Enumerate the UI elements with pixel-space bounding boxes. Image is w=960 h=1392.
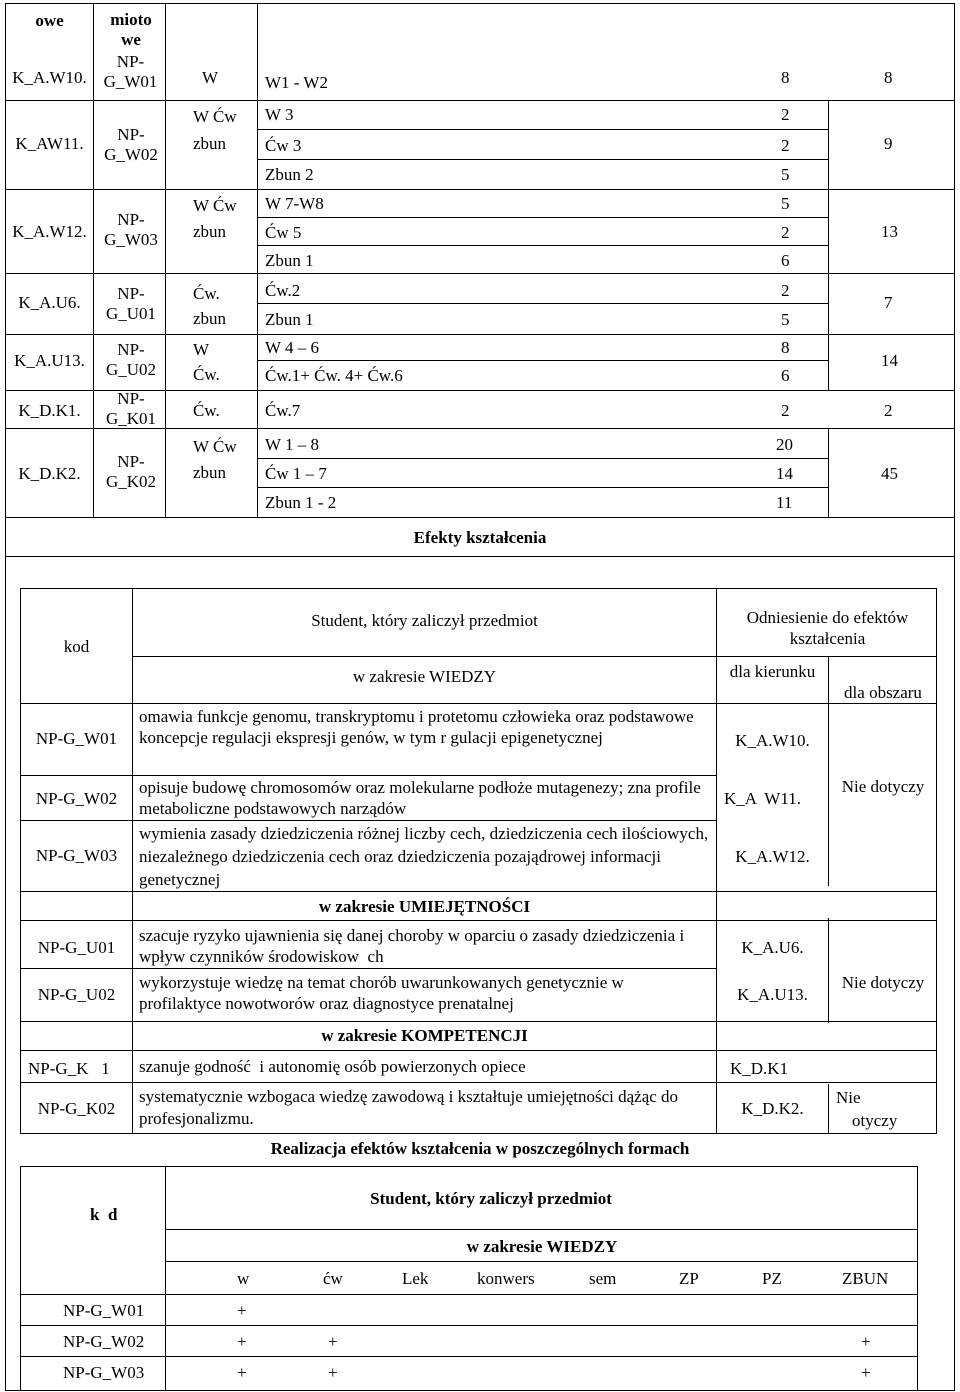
top-total: 45 — [881, 464, 898, 483]
top-np: NP-G_W01 — [103, 52, 158, 91]
bottom-mark-w: + — [237, 1363, 247, 1382]
effect-obszar-b: otyczy — [852, 1111, 898, 1130]
top-np: NP-G_U02 — [105, 340, 157, 379]
top-label: Zbun 1 — [265, 310, 314, 329]
top-total: 7 — [884, 293, 893, 312]
header-mioto: mioto we — [110, 10, 152, 49]
effect-code: NP-G_W02 — [35, 789, 118, 808]
effects-dla-obszaru: dla obszaru — [844, 683, 922, 702]
effects-dla-kierunku: dla kierunku — [729, 662, 816, 681]
top-forms: Ćw. zbun — [193, 284, 227, 328]
effect-code: NP-G_K 1 — [28, 1059, 110, 1078]
effect-text: szanuje godność i autonomię osób powierzonych opiece — [139, 1057, 526, 1076]
top-hours: 5 — [781, 310, 790, 329]
effect-text: wykorzystuje wiedzę na temat chorób uwarunkowanych genetycznie w profilaktyce nowotworów oraz diagnostyce prenatalnej — [139, 973, 624, 1013]
top-code: K_A.W10. — [12, 68, 87, 87]
top-label: Zbun 2 — [265, 165, 314, 184]
top-code: K_D.K2. — [18, 464, 81, 483]
bottom-mark-cw: + — [328, 1332, 338, 1351]
effect-code: NP-G_U01 — [37, 938, 116, 957]
top-hours: 2 — [781, 281, 790, 300]
top-np: NP-G_K02 — [105, 452, 157, 491]
bottom-mark-cw: + — [328, 1363, 338, 1382]
section-title: w zakresie UMIEJĘTNOŚCI — [318, 897, 531, 916]
effects-ref-header: Odniesienie do efektów kształcenia — [746, 608, 909, 648]
col-header: ZBUN — [842, 1269, 889, 1288]
top-code: K_AW11. — [15, 134, 84, 153]
top-hours: 2 — [781, 223, 790, 242]
top-forms: W Ćw zbun — [193, 437, 237, 482]
top-hours: 2 — [781, 136, 790, 155]
top-label: Ćw.1+ Ćw. 4+ Ćw.6 — [265, 366, 403, 385]
bottom-mark-zbun: + — [861, 1363, 871, 1382]
top-label: Zbun 1 - 2 — [265, 493, 337, 512]
top-label: W1 - W2 — [265, 73, 328, 92]
col-header: ZP — [679, 1269, 699, 1288]
top-label: Ćw 3 — [265, 136, 302, 155]
top-hours: 6 — [781, 251, 790, 270]
effects-title: Efekty kształcenia — [413, 528, 547, 547]
top-total: 8 — [884, 68, 893, 87]
top-label: W 7-W8 — [265, 194, 324, 213]
top-hours: 6 — [781, 366, 790, 385]
top-code: K_A.W12. — [12, 222, 87, 241]
top-code: K_A.U6. — [18, 293, 81, 312]
bottom-code: NP-G_W01 — [63, 1301, 145, 1320]
col-header: ćw — [323, 1269, 343, 1288]
section-title: w zakresie WIEDZY — [352, 667, 497, 686]
effect-code: NP-G_W01 — [35, 729, 118, 748]
top-hours: 14 — [776, 464, 793, 483]
top-np: NP-G_W02 — [104, 125, 158, 164]
col-header: Lek — [402, 1269, 429, 1288]
top-total: 14 — [881, 351, 898, 370]
top-label: Ćw.2 — [265, 281, 301, 300]
top-hours: 11 — [776, 493, 793, 512]
top-hours: 20 — [776, 435, 793, 454]
top-hours: 8 — [781, 68, 790, 87]
effect-text: omawia funkcje genomu, transkryptomu i protetomu człowieka oraz podstawowe koncepcje regulacji ekspresji genów, w tym r gulacji epigenetycznej — [139, 707, 694, 747]
effect-kierunek: K_A W11. — [724, 789, 801, 808]
top-np: NP-G_U01 — [105, 284, 157, 323]
top-label: Zbun 1 — [265, 251, 314, 270]
top-hours: 5 — [781, 194, 790, 213]
bottom-student-header: Student, który zaliczył przedmiot — [370, 1189, 612, 1208]
effect-obszar: Nie dotyczy — [841, 777, 925, 796]
effects-student-header: Student, który zaliczył przedmiot — [311, 611, 538, 630]
effect-kierunek: K_A.W10. — [735, 731, 810, 750]
top-forms: W — [202, 68, 219, 87]
effect-code: NP-G_W03 — [35, 846, 118, 865]
top-total: 9 — [884, 134, 893, 153]
top-total: 2 — [884, 401, 893, 420]
col-header: sem — [589, 1269, 617, 1288]
top-label: W 1 – 8 — [265, 435, 319, 454]
top-label: W 3 — [265, 105, 294, 124]
top-label: Ćw 1 – 7 — [265, 464, 327, 483]
section-title: w zakresie KOMPETENCJI — [321, 1026, 528, 1045]
top-hours: 5 — [781, 165, 790, 184]
top-label: W 4 – 6 — [265, 338, 319, 357]
bottom-section: w zakresie WIEDZY — [466, 1237, 618, 1256]
top-hours: 2 — [781, 105, 790, 124]
bottom-kod-header: k d — [90, 1205, 118, 1224]
effect-obszar-a: Nie — [836, 1088, 861, 1107]
top-label: Ćw 5 — [265, 223, 302, 242]
top-label: Ćw.7 — [265, 401, 301, 420]
bottom-mark-zbun: + — [861, 1332, 871, 1351]
effect-kierunek: K_A.W12. — [735, 847, 810, 866]
effect-obszar: Nie dotyczy — [841, 973, 925, 992]
top-code: K_A.U13. — [14, 351, 85, 370]
realizacja-title: Realizacja efektów kształcenia w poszczególnych formach — [270, 1139, 690, 1158]
bottom-mark-w: + — [237, 1332, 247, 1351]
effect-text: szacuje ryzyko ujawnienia się danej choroby w oparciu o zasady dziedziczenia i wpływ czynników środowiskow ch — [139, 926, 689, 966]
top-np: NP-G_W03 — [104, 210, 158, 249]
bottom-code: NP-G_W02 — [63, 1332, 145, 1351]
top-hours: 2 — [781, 401, 790, 420]
effect-kierunek: K_D.K2. — [741, 1099, 804, 1118]
effect-text: wymienia zasady dziedziczenia różnej liczby cech, dziedziczenia cech ilościowych, niezależnego dziedziczenia cech oraz dziedziczenia pozajądrowej informacji genetycznej — [139, 824, 709, 889]
effect-code: NP-G_K02 — [37, 1099, 116, 1118]
bottom-code: NP-G_W03 — [63, 1363, 145, 1382]
col-header: PZ — [762, 1269, 782, 1288]
effect-code: NP-G_U02 — [37, 985, 116, 1004]
top-total: 13 — [881, 222, 898, 241]
top-forms: Ćw. — [193, 401, 220, 420]
effects-kod-header: kod — [63, 637, 90, 656]
effect-kierunek: K_A.U13. — [737, 985, 808, 1004]
effect-kierunek: K_A.U6. — [741, 938, 804, 957]
top-np: NP-G_K01 — [105, 389, 157, 428]
effect-text: systematycznie wzbogaca wiedzę zawodową i kształtuje umiejętności dążąc do profesjonalizmu. — [139, 1087, 679, 1128]
header-owe: owe — [35, 11, 64, 30]
top-forms: W Ćw zbun — [193, 107, 237, 153]
col-header: w — [237, 1269, 250, 1288]
top-code: K_D.K1. — [18, 401, 81, 420]
effect-kierunek: K_D.K1 — [730, 1059, 789, 1078]
top-forms: W Ćw zbun — [193, 196, 237, 241]
effect-text: opisuje budowę chromosomów oraz molekularne podłoże mutagenezy; zna profile metaboliczne podstawowych narządów — [139, 778, 701, 818]
top-hours: 8 — [781, 338, 790, 357]
top-forms: W Ćw. — [193, 340, 220, 384]
bottom-mark-w: + — [237, 1301, 247, 1320]
col-header: konwers — [477, 1269, 535, 1288]
